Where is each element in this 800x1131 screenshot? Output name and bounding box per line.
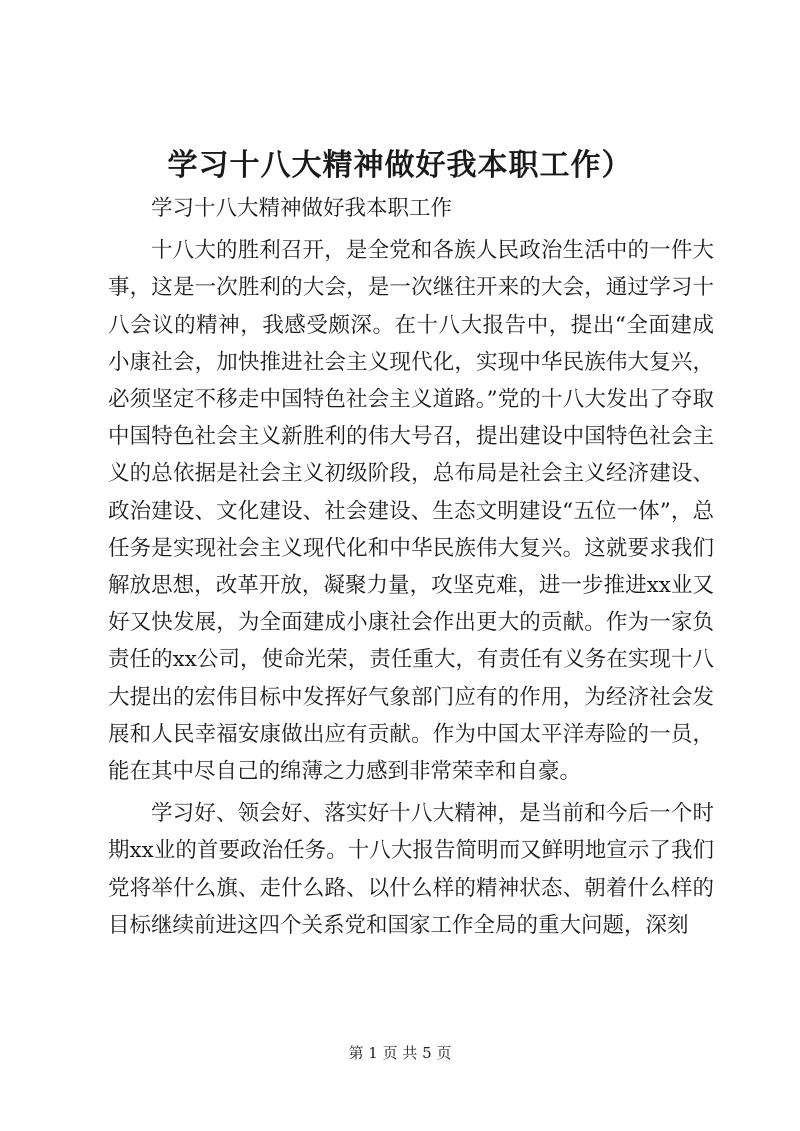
- document-title: 学习十八大精神做好我本职工作）: [167, 148, 633, 183]
- document-body: [108, 190, 714, 944]
- paragraph-1: 十八大的胜利召开，是全党和各族人民政治生活中的一件大事，这是一次胜利的大会，是一次继往开来的大会，通过学习十八会议的精神，我感受颇深。在十八大报告中，提出“全面建成小康社会，加快推进社会主义现代化，实现中华民族伟大复兴，必须坚定不移走中国特色社会主义道路。”党的十八大发出了夺取中国特色社会主义新胜利的伟大号召，提出建设中国特色社会主义的总依据是社会主义初级阶段，总布局是社会主义经济建设、政治建设、文化建设、社会建设、生态文明建设“五位一体”，总任务是实现社会主义现代化和中华民族伟大复兴。这就要求我们解放思想，改革开放，凝聚力量，攻坚克难，进一步推进xx业又好又快发展，为全面建成小康社会作出更大的贡献。作为一家负责任的xx公司，使命光荣，责任重大，有责任有义务在实现十八大提出的宏伟目标中发挥好气象部门应有的作用，为经济社会发展和人民幸福安康做出应有贡献。作为中国太平洋寿险的一员，能在其中尽自己的绵薄之力感到非常荣幸和自豪。: [108, 238, 714, 785]
- document-subtitle: 学习十八大精神做好我本职工作: [151, 196, 453, 221]
- paragraph-2: 学习好、领会好、落实好十八大精神，是当前和今后一个时期xx业的首要政治任务。十八大报告简明而又鲜明地宣示了我们党将举什么旗、走什么路、以什么样的精神状态、朝着什么样的目标继续前进这四个关系党和国家工作全局的重大问题，深刻: [108, 801, 714, 938]
- page-number: 第 1 页 共 5 页: [348, 1044, 452, 1062]
